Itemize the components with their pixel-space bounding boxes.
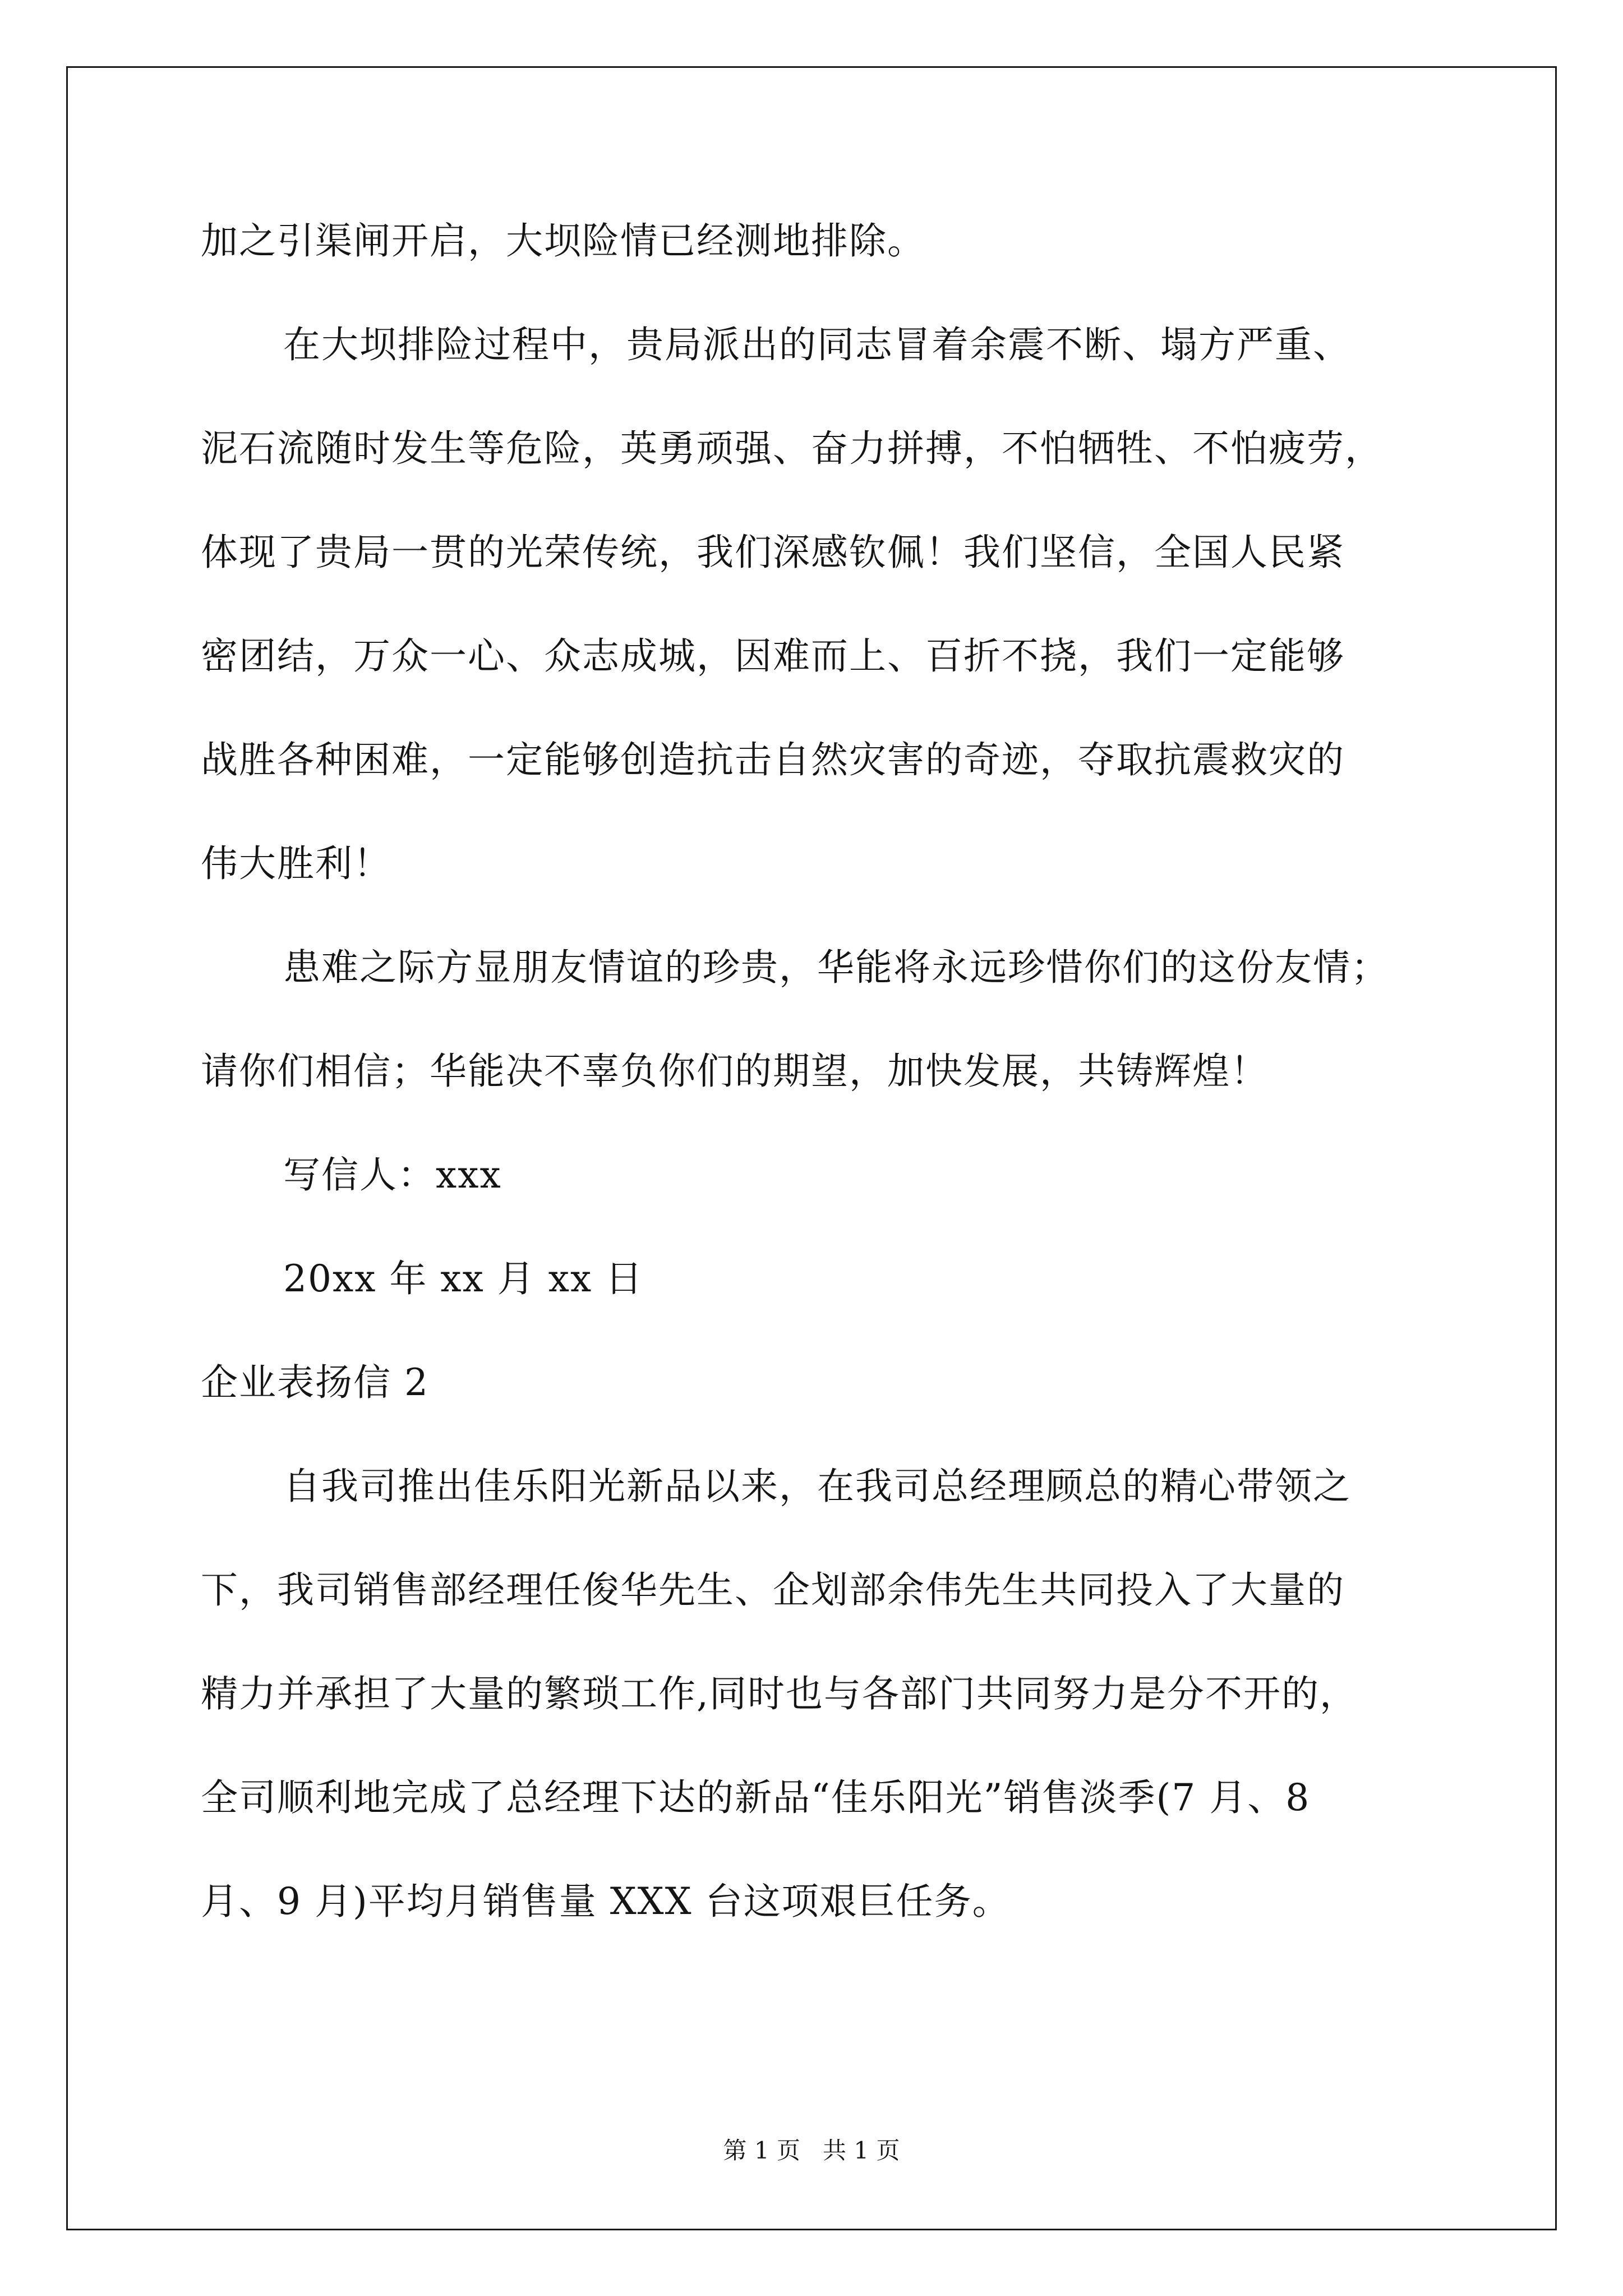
paragraph-line: 全司顺利地完成了总经理下达的新品“佳乐阳光”销售淡季(7 月、8: [201, 1776, 1311, 1819]
paragraph-line: 密团结，万众一心、众志成城，因难而上、百折不挠，我们一定能够: [201, 634, 1345, 678]
paragraph-line: 泥石流随时发生等危险，英勇顽强、奋力拼搏，不怕牺牲、不怕疲劳，: [201, 427, 1383, 470]
paragraph-line: 月、9 月)平均月销售量 XXX 台这项艰巨任务。: [201, 1880, 1011, 1923]
paragraph-line: 请你们相信；华能决不辜负你们的期望，加快发展，共铸辉煌！: [201, 1050, 1269, 1093]
paragraph-line: 伟大胜利！: [201, 842, 391, 885]
page-number-footer: 第 1 页 共 1 页: [723, 2137, 900, 2164]
section-heading: 企业表扬信 2: [201, 1361, 429, 1404]
paragraph-line: 精力并承担了大量的繁琐工作,同时也与各部门共同努力是分不开的，: [201, 1672, 1358, 1715]
paragraph-line: 战胜各种困难，一定能够创造抗击自然灾害的奇迹，夺取抗震救灾的: [201, 738, 1345, 781]
paragraph-line: 患难之际方显朋友情谊的珍贵，华能将永远珍惜你们的这份友情；: [283, 946, 1389, 989]
paragraph-line: 加之引渠闸开启，大坝险情已经测地排除。: [201, 219, 925, 263]
paragraph-line: 体现了贵局一贯的光荣传统，我们深感钦佩！我们坚信，全国人民紧: [201, 531, 1345, 574]
paragraph-line: 自我司推出佳乐阳光新品以来，在我司总经理顾总的精心带领之: [283, 1465, 1351, 1508]
paragraph-line: 在大坝排险过程中，贵局派出的同志冒着余震不断、塌方严重、: [283, 323, 1351, 366]
date-line: 20xx 年 xx 月 xx 日: [283, 1257, 644, 1300]
signature-line: 写信人：xxx: [283, 1153, 502, 1197]
paragraph-line: 下，我司销售部经理任俊华先生、企划部余伟先生共同投入了大量的: [201, 1568, 1345, 1612]
